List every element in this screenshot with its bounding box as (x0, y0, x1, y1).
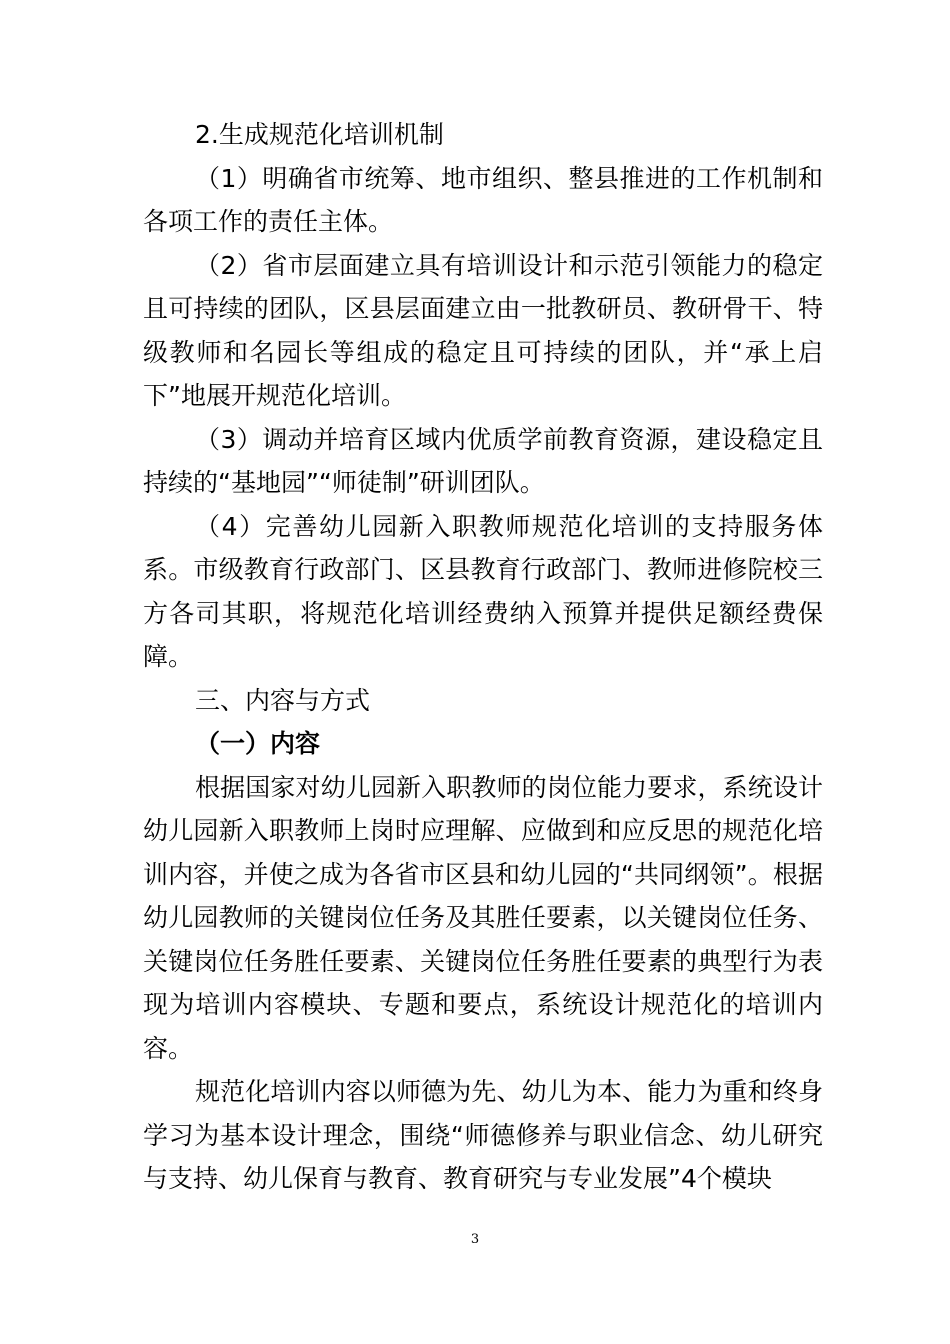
subsection-heading-content: （一）内容 (195, 729, 321, 758)
paragraph-item-4: （4）完善幼儿园新入职教师规范化培训的支持服务体系。市级教育行政部门、区县教育行政部门、教师进修院校三方各司其职，将规范化培训经费纳入预算并提供足额经费保障。 (143, 511, 823, 671)
section-heading-content-methods: 三、内容与方式 (195, 685, 371, 715)
paragraph-item-1: （1）明确省市统筹、地市组织、整县推进的工作机制和各项工作的责任主体。 (143, 163, 823, 236)
page-number: 3 (470, 1232, 480, 1247)
paragraph-content-design: 根据国家对幼儿园新入职教师的岗位能力要求，系统设计幼儿园新入职教师上岗时应理解、应做到和应反思的规范化培训内容，并使之成为各省市区县和幼儿园的“共同纲领”。根据幼儿园教师的关键岗位任务及其胜任要素，以关键岗位任务、关键岗位任务胜任要素、关键岗位任务胜任要素的典型行为表现为培训内容模块、专题和要点，系统设计规范化的培训内容。 (143, 772, 823, 1063)
paragraph-item-3: （3）调动并培育区域内优质学前教育资源，建设稳定且持续的“基地园”“师徒制”研训团队。 (143, 424, 823, 497)
section-heading-training-mechanism: 2.生成规范化培训机制 (195, 120, 444, 149)
document-body (143, 113, 823, 1201)
paragraph-item-2: （2）省市层面建立具有培训设计和示范引领能力的稳定且可持续的团队，区县层面建立由一批教研员、教研骨干、特级教师和名园长等组成的稳定且可持续的团队，并“承上启下”地展开规范化培训。 (143, 250, 823, 410)
paragraph-content-modules: 规范化培训内容以师德为先、幼儿为本、能力为重和终身学习为基本设计理念，围绕“师德修养与职业信念、幼儿研究与支持、幼儿保育与教育、教育研究与专业发展”4个模块 (143, 1077, 823, 1193)
